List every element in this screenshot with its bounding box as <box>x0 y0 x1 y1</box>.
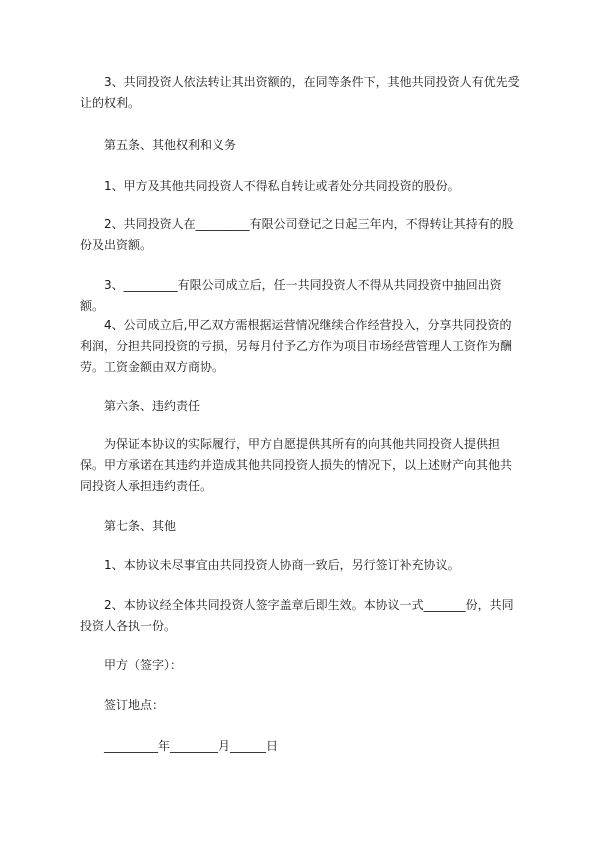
clause-4-3-paragraph: 3、共同投资人依法转让其出资额的，在同等条件下，其他共同投资人有优先受让的权利。 <box>80 75 520 110</box>
signing-date-line: _________年________月______日 <box>104 739 279 753</box>
clause-5-4-paragraph: 4、公司成立后,甲乙双方需根据运营情况继续合作经营投入，分享共同投资的利润，分担共同投资的亏损，另每月付予乙方作为项目市场经营管理人工资作为酬劳。工资金额由双方商协。 <box>80 318 513 374</box>
article-6-paragraph: 为保证本协议的实际履行，甲方自愿提供其所有的向其他共同投资人提供担保。甲方承诺在其违约并造成其他共同投资人损失的情况下，以上述财产向其他共同投资人承担违约责任。 <box>80 437 513 493</box>
clause-5-1-paragraph: 1、甲方及其他共同投资人不得私自转让或者处分共同投资的股份。 <box>104 179 460 193</box>
clause-5-2-paragraph: 2、共同投资人在_________有限公司登记之日起三年内，不得转让其持有的股份及出资额。 <box>80 217 514 252</box>
article-5-heading: 第五条、其他权利和义务 <box>104 138 237 152</box>
article-7-heading: 第七条、其他 <box>104 519 177 533</box>
clause-7-1-paragraph: 1、本协议未尽事宜由共同投资人协商一致后，另行签订补充协议。 <box>104 558 460 572</box>
party-a-signature-line: 甲方（签字）： <box>104 658 183 672</box>
signing-location-line: 签订地点： <box>104 698 165 712</box>
clause-7-2-paragraph: 2、本协议经全体共同投资人签字盖章后即生效。本协议一式_______份，共同投资人各执一份。 <box>80 598 514 633</box>
clause-5-3-paragraph: 3、_________有限公司成立后，任一共同投资人不得从共同投资中抽回出资额。 <box>80 278 502 313</box>
article-6-heading: 第六条、违约责任 <box>104 399 201 413</box>
